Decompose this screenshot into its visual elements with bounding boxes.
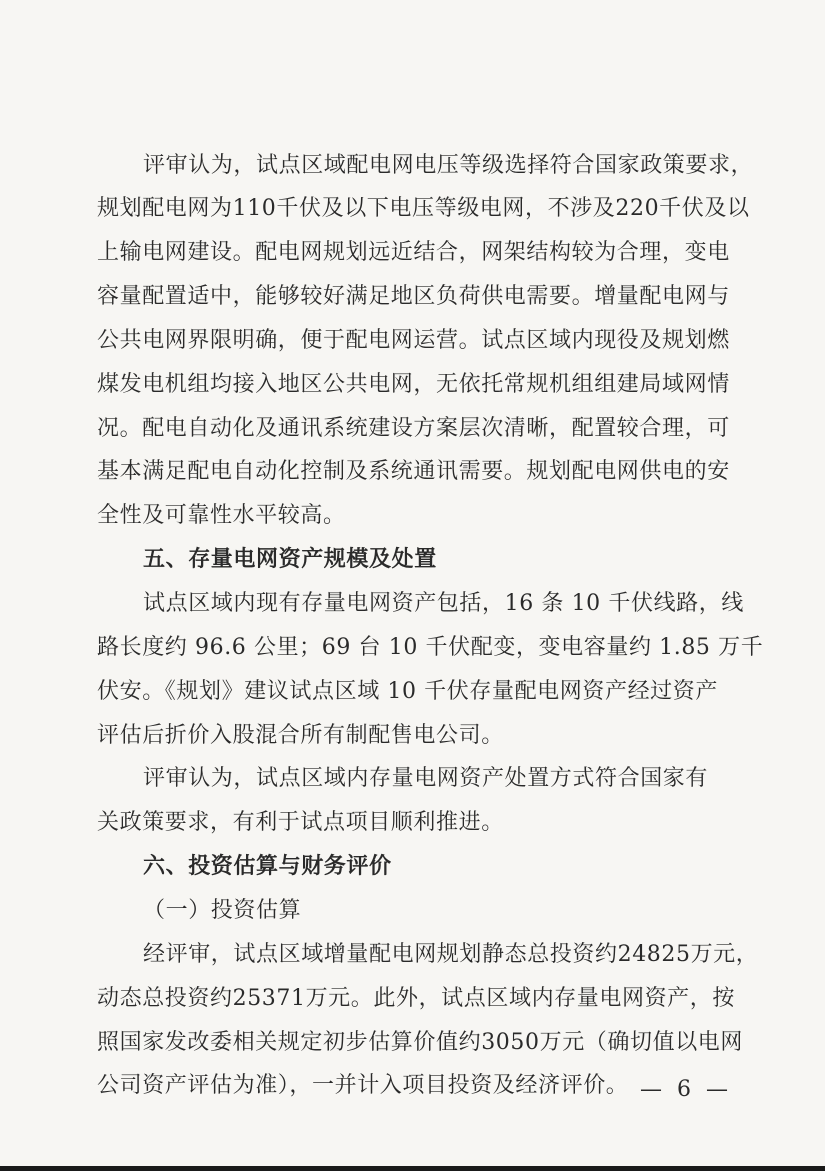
paragraph-line: 关政策要求，有利于试点项目顺利推进。 — [97, 810, 504, 835]
paragraph-line: 全性及可靠性水平较高。 — [97, 503, 346, 528]
paragraph-line: 公司资产评估为准），一并计入项目投资及经济评价。 — [97, 1073, 629, 1098]
paragraph-line: 容量配置适中，能够较好满足地区负荷供电需要。增量配电网与 — [97, 284, 730, 309]
paragraph-line: 照国家发改委相关规定初步估算价值约3050万元（确切值以电网 — [97, 1030, 743, 1055]
paragraph-line: 经评审，试点区域增量配电网规划静态总投资约24825万元， — [143, 942, 759, 967]
scan-edge — [0, 1166, 825, 1171]
paragraph-line: 伏安。《规划》建议试点区域 10 千伏存量配电网资产经过资产 — [97, 679, 718, 704]
subsection-heading: （一）投资估算 — [143, 898, 302, 923]
paragraph-line: 路长度约 96.6 公里；69 台 10 千伏配变，变电容量约 1.85 万千 — [97, 635, 764, 660]
paragraph-line: 况。配电自动化及通讯系统建设方案层次清晰，配置较合理，可 — [97, 416, 730, 441]
paragraph-line: 动态总投资约25371万元。此外，试点区域内存量电网资产，按 — [97, 986, 735, 1011]
paragraph-line: 评估后折价入股混合所有制配售电公司。 — [97, 723, 504, 748]
paragraph-line: 评审认为，试点区域配电网电压等级选择符合国家政策要求， — [143, 153, 754, 178]
page-number: — 6 — — [640, 1077, 732, 1102]
paragraph-line: 基本满足配电自动化控制及系统通讯需要。规划配电网供电的安 — [97, 459, 730, 484]
paragraph-line: 试点区域内现有存量电网资产包括，16 条 10 千伏线路，线 — [143, 591, 744, 616]
section-heading: 六、投资估算与财务评价 — [143, 854, 392, 879]
paragraph-line: 公共电网界限明确，便于配电网运营。试点区域内现役及规划燃 — [97, 328, 730, 353]
section-heading: 五、存量电网资产规模及处置 — [143, 547, 437, 572]
paragraph-line: 煤发电机组均接入地区公共电网，无依托常规机组组建局域网情 — [97, 372, 730, 397]
paragraph-line: 评审认为，试点区域内存量电网资产处置方式符合国家有 — [143, 766, 709, 791]
paragraph-line: 上输电网建设。配电网规划远近结合，网架结构较为合理，变电 — [97, 240, 730, 265]
paragraph-line: 规划配电网为110千伏及以下电压等级电网，不涉及220千伏及以 — [97, 196, 750, 221]
